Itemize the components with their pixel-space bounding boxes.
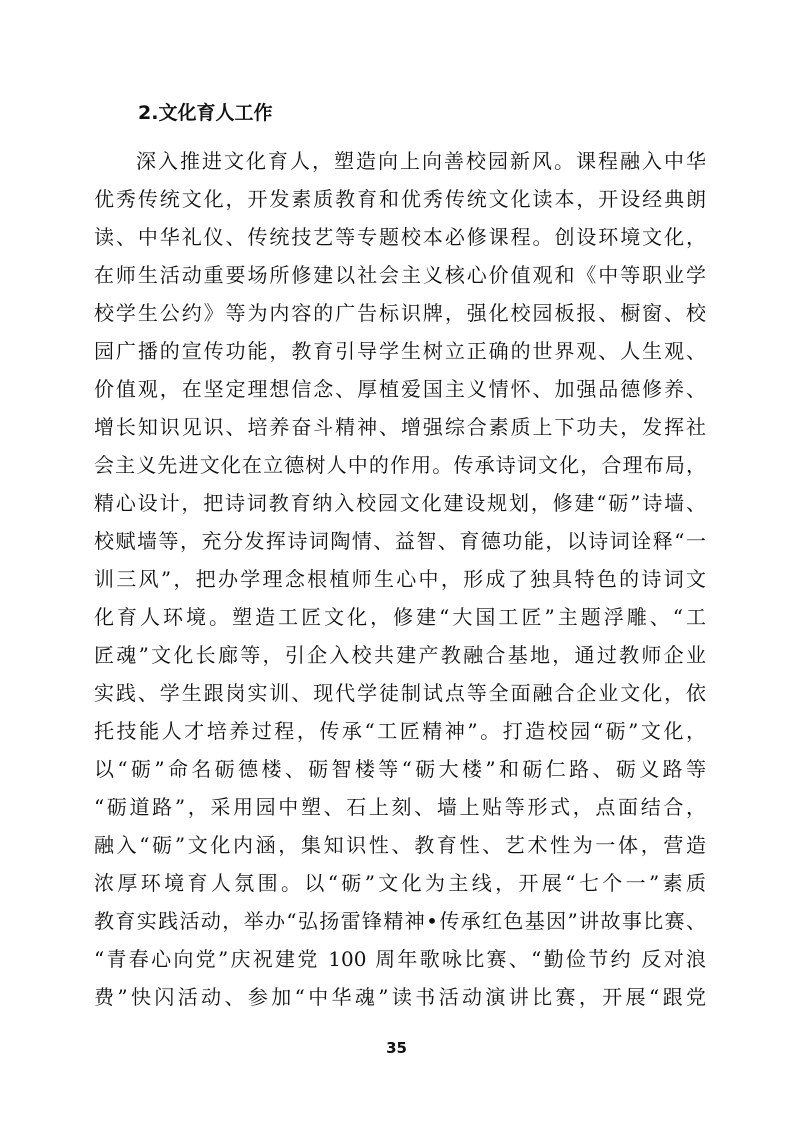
paragraph-line: 校学生公约》等为内容的广告标识牌，强化校园板报、橱窗、校 [94,301,706,325]
page-number: 35 [386,1039,407,1057]
paragraph-line: 费”快闪活动、参加“中华魂”读书活动演讲比赛，开展“跟党 [94,985,706,1009]
paragraph-line: 精心设计，把诗词教育纳入校园文化建设规划，修建“砺”诗墙、 [94,491,706,515]
paragraph-line: “砺道路”，采用园中塑、石上刻、墙上贴等形式，点面结合， [94,795,706,819]
paragraph-line: 增长知识见识、培养奋斗精神、增强综合素质上下功夫，发挥社 [94,415,706,439]
paragraph-line: 匠魂”文化长廊等，引企入校共建产教融合基地，通过教师企业 [94,643,706,667]
paragraph-line: 园广播的宣传功能，教育引导学生树立正确的世界观、人生观、 [94,339,706,363]
paragraph-line: 价值观，在坚定理想信念、厚植爱国主义情怀、加强品德修养、 [94,377,706,401]
section-heading: 2.文化育人工作 [138,102,273,124]
paragraph-line: 读、中华礼仪、传统技艺等专题校本必修课程。创设环境文化， [94,225,706,249]
paragraph-line: 托技能人才培养过程，传承“工匠精神”。打造校园“砺”文化， [94,719,706,743]
paragraph-line: 以“砺”命名砺德楼、砺智楼等“砺大楼”和砺仁路、砺义路等 [94,757,706,781]
paragraph-line: 浓厚环境育人氛围。以“砺”文化为主线，开展“七个一”素质 [94,871,706,895]
paragraph-line: 实践、学生跟岗实训、现代学徒制试点等全面融合企业文化，依 [94,681,706,705]
paragraph-line: 会主义先进文化在立德树人中的作用。传承诗词文化，合理布局， [94,453,706,477]
paragraph-line: 化育人环境。塑造工匠文化，修建“大国工匠”主题浮雕、“工 [94,605,706,629]
paragraph-line: “青春心向党”庆祝建党 100 周年歌咏比赛、“勤俭节约 反对浪 [94,947,706,971]
paragraph-line: 教育实践活动，举办“弘扬雷锋精神•传承红色基因”讲故事比赛、 [94,909,706,933]
paragraph-line: 融入“砺”文化内涵，集知识性、教育性、艺术性为一体，营造 [94,833,706,857]
paragraph-line: 优秀传统文化，开发素质教育和优秀传统文化读本，开设经典朗 [94,187,706,211]
paragraph-line: 在师生活动重要场所修建以社会主义核心价值观和《中等职业学 [94,263,706,287]
paragraph-line: 深入推进文化育人，塑造向上向善校园新风。课程融入中华 [136,149,706,173]
paragraph-line: 校赋墙等，充分发挥诗词陶情、益智、育德功能，以诗词诠释“一 [94,529,706,553]
paragraph-line: 训三风”，把办学理念根植师生心中，形成了独具特色的诗词文 [94,567,706,591]
